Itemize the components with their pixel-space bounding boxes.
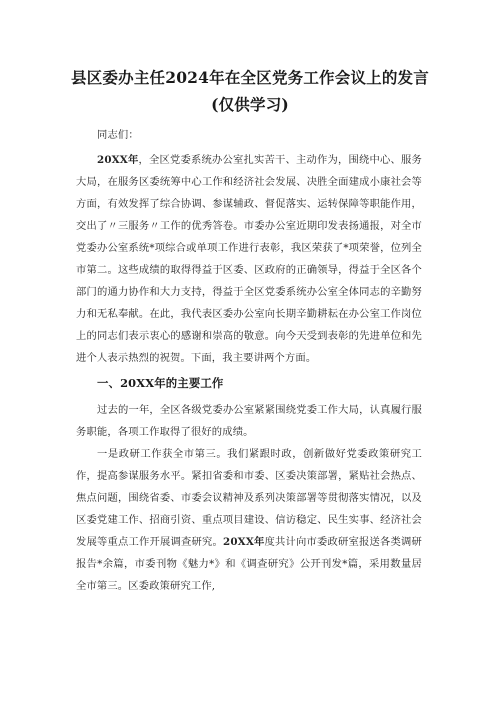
section-paragraph: 过去的一年，全区各级党委办公室紧紧围绕党委工作大局，认真履行服务职能，各项工作取得了很好的成绩。	[76, 404, 422, 438]
opening-paragraph	[76, 149, 422, 369]
year-lead: 20XX年	[223, 536, 265, 548]
salutation: 同志们：	[97, 129, 139, 141]
section-paragraph-continuation: 度共计向市委政研室报送各类调研报告*余篇，市委刊物《魅力*》和《调查研究》公开刊发*篇，采用数量居全市第三。区委政策研究工作,	[76, 536, 422, 592]
year-lead: 20XX年	[97, 154, 139, 166]
opening-paragraph-text: ，全区党委系统办公室扎实苦干、主动作为，围绕中心、服务大局，在服务区委统筹中心工作和经济社会发展、决胜全面建成小康社会等方面，有效发挥了综合协调、参谋辅政、督促落实、运转保障等职能作用，交出了〃三服务〃工作的优秀答卷。市委办公室近期印发表扬通报，对全市党委办公室系统*项综合或单项工作进行表彰，我区荣获了*项荣誉，位列全市第二。这些成绩的取得得益于区委、区政府的正确领导，得益于全区各个部门的通力协作和大力支持，得益于全区党委系统办公室全体同志的辛勤努力和无私奉献。在此，我代表区委办公室向长期辛勤耕耘在办公室工作岗位上的同志们表示衷心的感谢和崇高的敬意。向今天受到表彰的先进单位和先进个人表示热烈的祝贺。下面，我主要讲两个方面。	[76, 154, 422, 364]
document-body	[76, 124, 422, 597]
section-paragraph	[76, 443, 422, 597]
section-heading: 一、20XX年的主要工作	[97, 376, 224, 390]
document-title: 县区委办主任2024年在全区党务工作会议上的发言(仅供学习)	[71, 68, 429, 114]
section-paragraph-text: 一是政研工作获全市第三。我们紧跟时政，创新做好党委政策研究工作，提高参谋服务水平。紧扣省委和市委、区委决策部署，紧贴社会热点、焦点问题，围绕省委、市委会议精神及系列决策部署等贯彻落实情况，以及区委党建工作、招商引资、重点项目建设、信访稳定、民生实事、经济社会发展等重点工作开展调查研究。	[76, 448, 422, 548]
